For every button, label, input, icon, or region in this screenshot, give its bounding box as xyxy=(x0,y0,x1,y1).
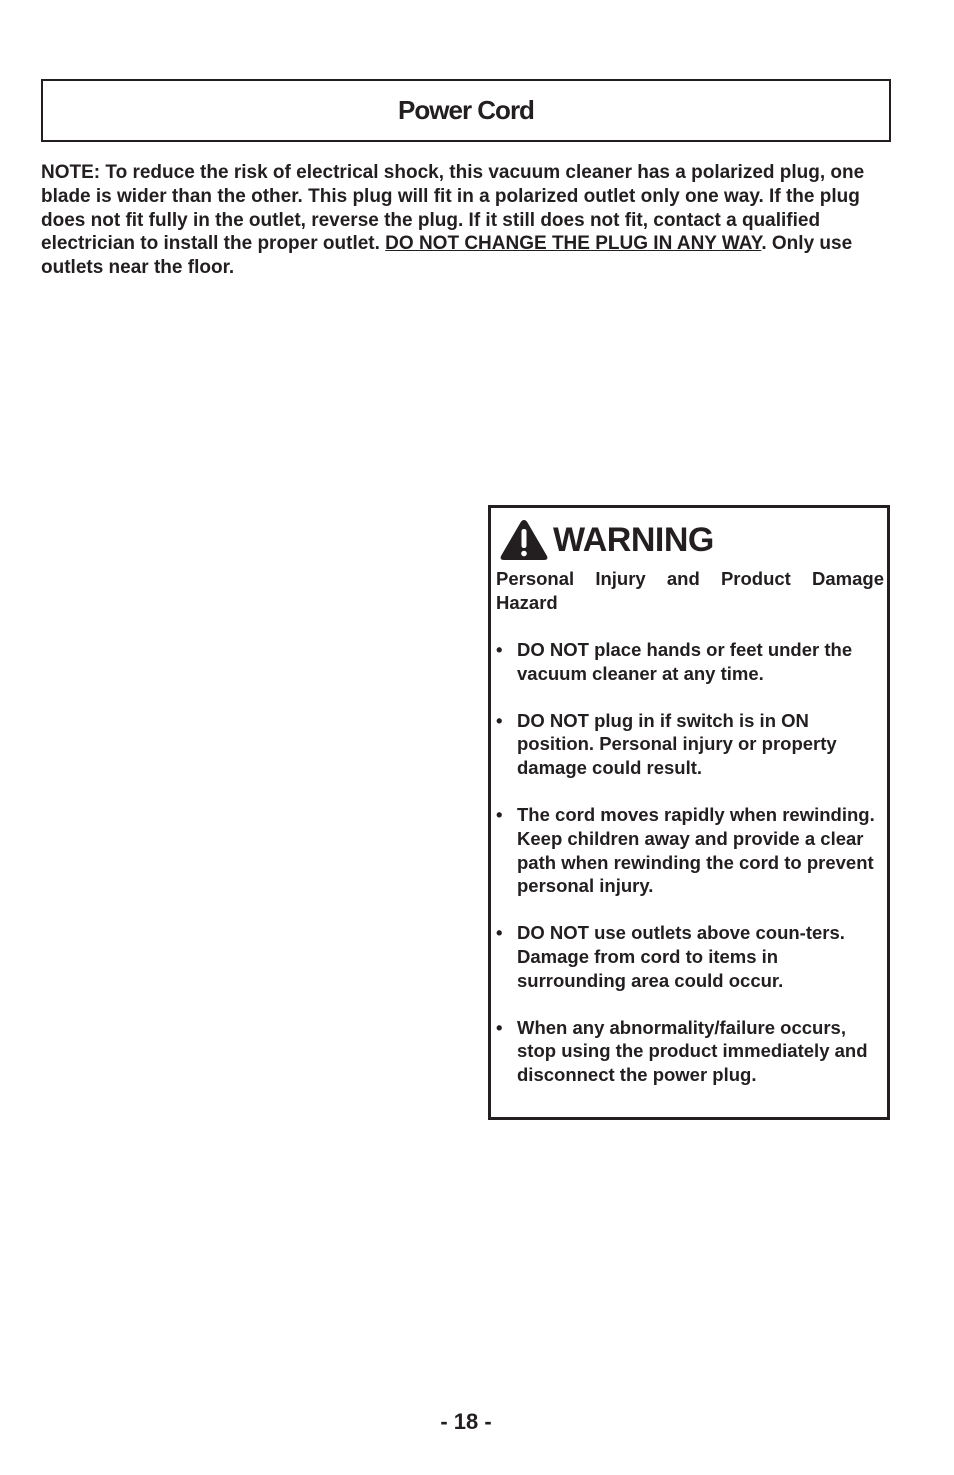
page-number: - 18 - xyxy=(440,1409,492,1434)
list-item-text: DO NOT plug in if switch is in ON position. Personal injury or property damage could result. xyxy=(517,709,837,779)
bullet: • xyxy=(496,803,503,825)
list-item-text: The cord moves rapidly when rewinding. Keep children away and provide a clear path when rewinding the cord to prevent personal injury. xyxy=(517,803,875,897)
warning-title: WARNING xyxy=(553,520,714,559)
bullet: • xyxy=(496,639,503,660)
section-header xyxy=(41,79,891,142)
warning-list xyxy=(496,638,888,1110)
warning-box xyxy=(488,505,890,1120)
list-item xyxy=(496,709,888,780)
page-title: Power Cord xyxy=(398,95,534,125)
warning-header xyxy=(499,518,714,562)
list-item xyxy=(496,803,888,898)
note-tail: . Only use outlets near the floor. xyxy=(41,233,853,279)
list-item xyxy=(496,1016,888,1087)
bullet: • xyxy=(496,1016,503,1038)
bullet: • xyxy=(496,922,503,944)
list-item-text: DO NOT use outlets above coun-ters. Damage from cord to items in surrounding area could occur. xyxy=(517,922,845,991)
note-emphasis: DO NOT CHANGE THE PLUG IN ANY WAY xyxy=(385,233,762,255)
hazard-heading: Personal Injury and Product Damage Hazard xyxy=(496,568,884,613)
bullet: • xyxy=(496,709,503,731)
list-item xyxy=(496,638,888,686)
list-item xyxy=(496,921,888,992)
polarized-plug-note xyxy=(41,161,897,280)
list-item-text: DO NOT place hands or feet under the vacuum cleaner at any time. xyxy=(517,639,853,684)
note-text: NOTE: To reduce the risk of electrical shock, this vacuum cleaner has a polarized plug, one blade is wider than the other. This plug will fit in a polarized outlet only one way. If the plug does not fit fully in the outlet, reverse the plug. If it still does not fit, contact a qualified electrician to install the proper outlet. xyxy=(41,162,865,255)
list-item-text: When any abnormality/failure occurs, stop using the product immediately and disconnect the power plug. xyxy=(517,1016,868,1086)
warning-triangle-icon xyxy=(499,518,549,562)
